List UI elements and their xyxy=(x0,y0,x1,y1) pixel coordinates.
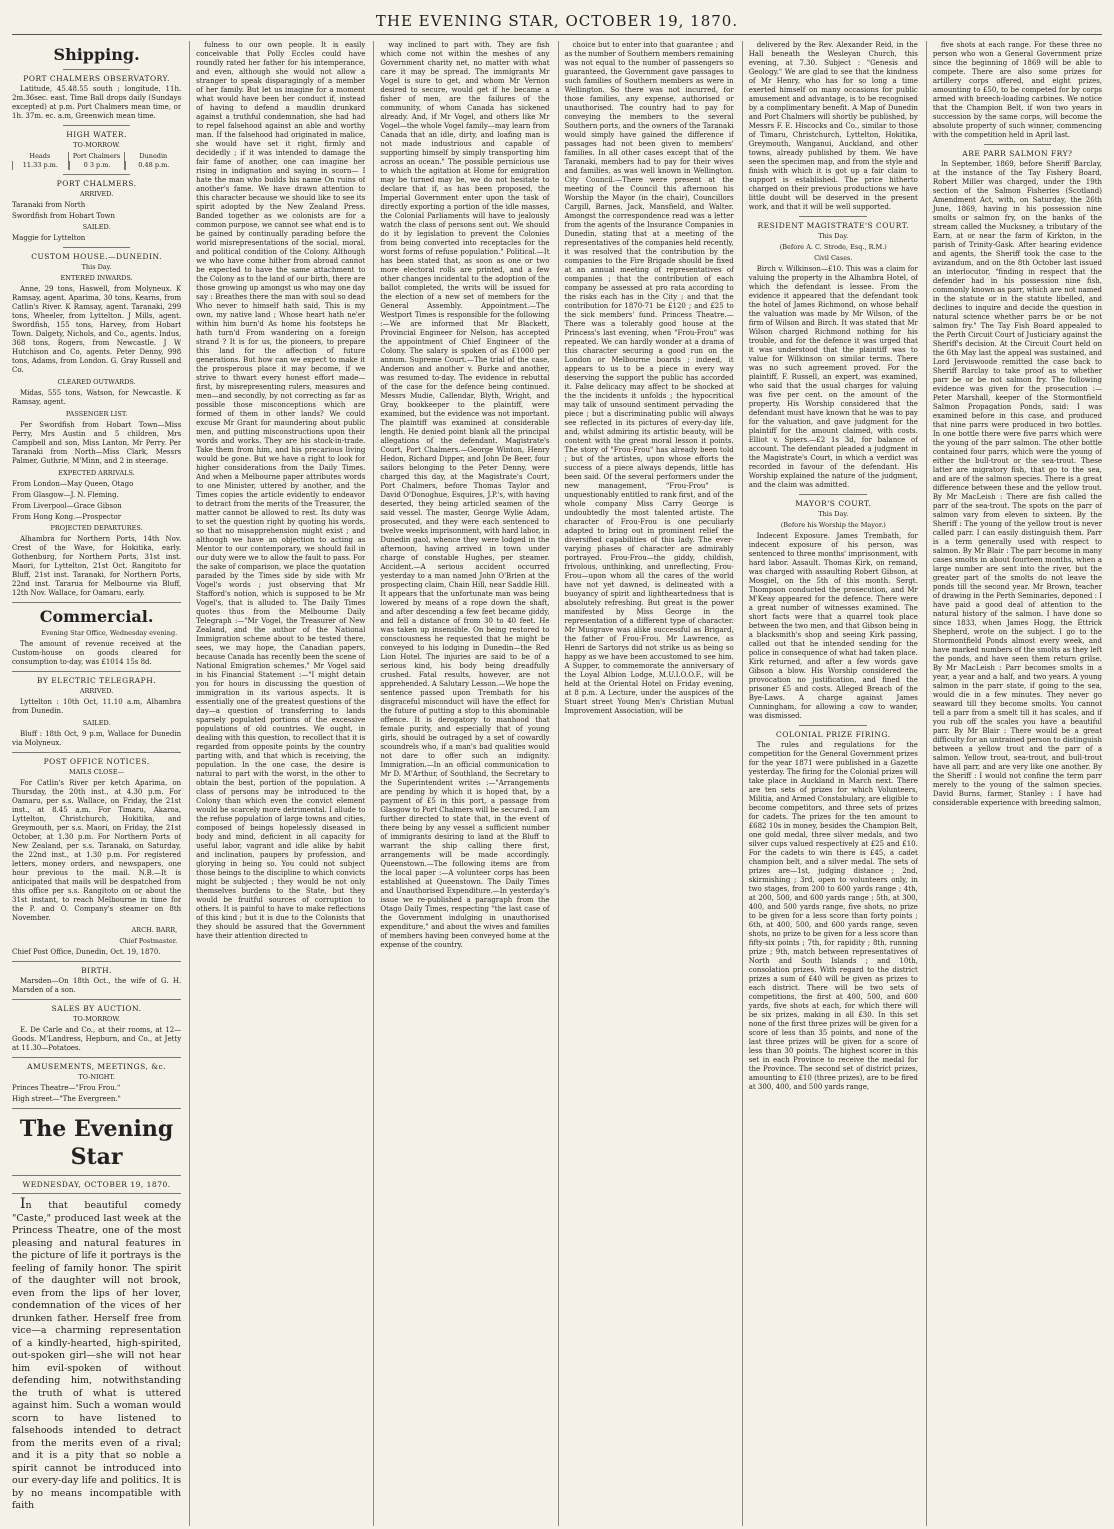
tide-dunedin: Dunedin 0.48 p.m. xyxy=(124,152,181,170)
tide-heads: Heads 11.33 p.m. xyxy=(12,152,68,170)
post-office-text: For Catlin's River per ketch Aparima, on Thursday, the 20th inst., at 4.30 p.m. For Oamaru, per s.s. Wallace, on Friday, the 21st inst., at 8.45 a.m. For Timaru, Akaroa, Lyttelton, Christchurch, Hokitika, and Greymouth, per s.s. Maori, on Friday, the 21st October, at 1.30 p.m. For Northern Ports of New Zealand, per s.s. Taranaki, on Saturday, the 22nd inst., at 1.30 p.m. For registered letters, money orders, and newspapers, one hour previous to the mail. N.B.—It is anticipated that mails will be despatched from this office per s.s. Rangitoto on or about the 31st instant, to reach Melbourne in time for the P. and O. Company's steamer on 8th November. xyxy=(12,779,182,922)
customs-day: This Day. xyxy=(81,263,112,271)
postmaster-role: Chief Postmaster. xyxy=(119,937,178,945)
column-4-text: choice but to enter into that guarantee ; and as the number of Southern members remaining was not equal to the number of passengers so guaranteed, the Government gave passages to such families of Southern members as were in Wellington. So there was not incurred, for those families, any expense, authorised or unauthorised. The country had to pay for conveying the members to the several Southern ports, and the owners of the Taranaki would simply have gained the difference if passages had not been given to members' families. In all other cases except that of the Taranaki, members had to pay for their wives and families, as was well known in Wellington. City Council.—There were present at the meeting of the Council this afternoon his Worship the Mayor (in the chair), Councillors Cargill, Barnes, Jack, Mansfield, and Walter. Amongst the correspondence read was a letter from the agents of the Insurance Companies in Dunedin, stating that at a meeting of the representatives of the companies held recently, it was resolved that the contribution by the companies to the Fire Brigade should be fixed at an annual meeting of representatives of companies ; that the contribution of each company be assessed at pro rata according to the risks each has in the City ; and that the contribution for 1870-71 be £120 ; and £25 to the sick members' fund. Princess Theatre.—There was a tolerably good house at the Princess's last evening, when "Frou-Frou" was repeated. We can hardly wonder at a drama of this character securing a good run on the London or Melbourne boards ; indeed, it appears to us to be a piece in every way deserving the support the public has accorded it. False delicacy may affect to be shocked at the the incidents it unfolds ; the hypocritical may talk of unsound sentiment pervading the piece ; but a discriminating public will always see reflected in its pictures of every-day life, and, whilst admiring its artistic beauty, will be content with the great moral lesson it points. The story of "Frou-Frou" has already been told ; but of the artistes, upon whose efforts the success of a piece always depends, little has been said. Of the several performers under the new management, "Frou-Frou" is unquestionably entitled to rank first, and of the whole company Miss Carry George is undoubtedly the most talented artiste. The character of Frou-Frou is one peculiarly adapted to bring out in prominent relief the diversified capabilities of this lady. The ever-varying phases of character are admirably portrayed. Frou-Frou—the giddy, childish, frivolous, unthinking, and unreflecting, Frou-Frou—upon whom all the cares of the world have not yet dawned, is delineated with a buoyancy of spirit and lightheartedness that is absolutely refreshing. But great is the power manifested by Miss George in the representation of a different type of character. Mr Musgrave was alike successful as Brigard, the father of Frou-Frou. Mr Lawrence, as Henri de Sartorys did not strike us as being so happy as we have been accustomed to see him. A Supper, to commemorate the anniversary of the Loyal Albion Lodge, M.U.I.O.O.F., will be held at the Oriental Hotel on Friday evening, at 8 p.m. A Lecture, under the auspices of the Stuart street Young Men's Christian Mutual Improvement Association, will be xyxy=(564,41,734,715)
column-6-text: five shots at each range. For these three no person who won a General Government prize since the beginning of 1869 will be able to compete. There are also some prizes for artillery corps offered, and eight prizes, amounting to £50, to be competed for by corps armed with breech-loading carbines. We notice that the Champion Belt, if won two years in succession by the same corps, will become the absolute property of such winner, commencing with the competition held in April last. xyxy=(932,41,1103,139)
cleared-text: Midas, 555 tons, Watson, for Newcastle. K Ramsay, agent. xyxy=(12,389,182,406)
arrived-item: Taranaki from North xyxy=(12,201,86,209)
masthead: THE EVENING STAR, OCTOBER 19, 1870. xyxy=(12,0,1102,35)
commercial-banner: Commercial. xyxy=(39,607,154,626)
auction-text: E. De Carle and Co., at their rooms, at 12—Goods. M'Landress, Hepburn, and Co., at Jetty at 11.30—Potatoes. xyxy=(12,1026,182,1052)
column-3 xyxy=(373,41,549,1526)
passenger-text: Per Swordfish from Hobart Town—Miss Perry, Mrs Austin and 5 children, Mrs Campbell and son, Miss Lanton, Mr Perry. Per Taranaki from North—Miss Clark, Messrs Palmer, Guthrie, M'Minn, and 2 in steerage. xyxy=(12,421,182,465)
column-6 xyxy=(926,41,1102,1526)
leader-text: In that beautiful comedy "Caste," produced last week at the Princess Theatre, one of the most pleasing and natural features in the picture of life it portrays is the feeling of family honor. The spirit of the daughter will not brook, even from the lips of her lover, condemnation of the vices of her drunken father. Herself free from vice—a charming representation of a kindly-hearted, high-spirited, out-spoken girl—she will not hear him evil-spoken of without defending him, notwithstanding the truth of what is uttered against him. Such a woman would scorn to have listened to falsehoods intended to detract from the merits even of a rival; and it is a pity that so noble a spirit cannot be introduced into our every-day life and politics. It is by no means incompatible with faith xyxy=(12,1196,182,1511)
columns xyxy=(12,41,1102,1526)
column-4 xyxy=(558,41,734,1526)
postmaster-name: ARCH. BARR, xyxy=(131,926,178,934)
arrived-label: ARRIVED. xyxy=(79,190,114,198)
salmon-text: In September, 1869, before Sheriff Barclay, at the instance of the Tay Fishery Board, Robert Miller was charged, under the 19th section of the Salmon Fisheries (Scotland) Amendment Act, with, on Saturday, the 26th June, 1869, having in his possession nine smolts or salmon fry, on the banks of the stream called the Mucksney, a tributary of the Earn, at or near the farm of Kirkton, in the parish of Trinity-Gask. After hearing evidence and agents, the Sheriff took the case to the avizandum, and on the 8th October last issued an interlocutor, "finding in respect that the defender had in his possession nine fish, commonly known as parr, which are not named in the statute or in the statute libelled, and declines to inquire and decide the question in natural science whether parrs be or be not salmon fry." The Tay Fish Board appealed to the Perth Circuit Court of Justiciary against the Sheriff's decision. At the Circuit Court held on the 6th May last the appeal was sustained, and Lord Jerviswoode remitted the case back to Sheriff Barclay to take proof as to whether parr be or be not salmon fry. The following evidence was given for the prosecution :— Peter Marshall, keeper of the Stormontfield Salmon Propagation Ponds, said: I was examined before in this case, and produced that nine parrs were produced in two bottles. In one bottle there were five parrs which were the young of the parr salmon. The other bottle contained four parrs, which were the young of either the bull-trout or the sea-trout. These latter are migratory fish, that go to the sea, and are of the salmon species. There is a great difference between these and the yellow trout. By Mr MacLeish : There are fish called the parr of the sea-trout. The spots on the parr of salmon vary from eleven to sixteen. By the Sheriff : The young of the yellow trout is never called parr. I can easily distinguish them. Parr is a term generally used with respect to salmon. By Mr Blair : The parr become in many cases smolts in about fourteen months, when a large number are sent into the river, but the greater part of the smolts do not leave the ponds till the second year. Mr Brown, teacher of drawing in the Perth Seminaries, deponed : I have paid a good deal of attention to the natural history of the salmon. I have done so since 1833, when James Hogg, the Ettrick Shepherd, wrote on the subject. I go to the Stormontfield Ponds almost every week, and have marked numbers of the smolts as they left the ponds, and have seen them return grilse. By Mr MacLeish : Parr becomes smolts in a year, a year and a half, and two years. A young salmon in the parr state, if going to the sea, would die in a few minutes. They never go seaward till they become smolts. You cannot tell a parr from a smelt till it has scales, and if you rub off the scales you have a beautiful parr. By Mr Blair : There would be a great difficulty for an untrained person to distinguish between a yellow trout and the parr of a salmon. Yellow trout, sea-trout, and bull-trout have all parr, and are very like one another. By the Sheriff : I would not confine the term parr merely to the young of the salmon species. David Burns, farmer, Stanley : I have had considerable experience with breeding salmon, xyxy=(932,160,1103,807)
amusement-item: Princes Theatre—"Frou Frou." xyxy=(12,1084,121,1092)
arrived-item: Swordfish from Hobart Town xyxy=(12,212,116,220)
rm-court-before: (Before A. C. Strode, Esq., R.M.) xyxy=(779,243,887,251)
projected-text: Alhambra for Northern Ports, 14th Nov. Crest of the Wave, for Hokitika, early. Gothenburg, for Northern Ports, 31st inst. Maori, for Lyttelton, 21st Oct. Rangitoto for Bluff, 21st inst. Taranaki, for Northern Ports, 22nd inst. Tararua for Melbourne via Bluff, 12th Nov. Wallace, for Oamaru, early. xyxy=(12,535,182,597)
expected-item: From Liverpool—Grace Gibson xyxy=(12,502,122,510)
telegraph-sailed-label: SAILED. xyxy=(82,719,111,727)
entered-label: ENTERED INWARDS. xyxy=(60,274,133,282)
prize-firing-text: The rules and regulations for the competition for the General Government prizes for the year 1871 were published in a Gazette yesterday. The firing for the Colonial prizes will take place in Auckland in March next. There are ten sets of prizes for which Volunteers, Militia, and Armed Constabulary, are eligible to become competitors, and three sets of prizes for cadets. The prizes for the ten amount to £682 10s in money, besides the Champion Belt, one gold medal, three silver medals, and two silver cups valued respectively at £25 and £10. For the cadets to win there is £45, a cadet champion belt, and a silver medal. The sets of prizes are—1st, judging distance ; 2nd, skirmishing ; 3rd, open to volunteers only, in two stages, from 200 to 600 yards range ; 4th, at 200, 500, and 600 yards range ; 5th, at 300, 400, and 500 yards range, five shots, no prize to be given for a less score than forty points ; 6th, at 400, 500, and 600 yards range, seven shots, no prize to be given for a less score than fifty-six points ; 7th, for rapidity ; 8th, running prize ; 9th, match between representatives of North and South Islands ; and 10th, consolation prizes. With regard to the district prizes a sum of £40 will be given as prizes to each district. There will be two sets of competitions, the first at 400, 500, and 600 yards, five shots at each, for which there will be six prizes, making in all £30. In this set none of the first three prizes will be given for a score of less than 35 points, and none of the last three prizes will be given for a score of less than 30 points. The highest scorer in this set in each Province to receive the medal for the Province. The second set of district prizes, amounting to £10 (three prizes), are to be fired at 300, 400, and 500 yards range, xyxy=(748,741,918,1091)
observatory-title: PORT CHALMERS OBSERVATORY. xyxy=(23,74,170,83)
observatory-text: Latitude, 45.48.55 south ; longitude, 11h. 2m.36sec. east. Time Ball drops daily (Sundays excepted) at p.m. Port Chalmers mean time, or 1h. 37m. ec. a.m, Greenwich mean time. xyxy=(12,85,182,120)
birth-text: Marsden—On 18th Oct., the wife of G. H. Marsden of a son. xyxy=(12,977,182,994)
cleared-label: CLEARED OUTWARDS. xyxy=(57,378,136,386)
column-1 xyxy=(12,41,181,1526)
rm-court-day: This Day. xyxy=(818,232,849,240)
amusements-title: AMUSEMENTS, MEETINGS, &c. xyxy=(27,1062,167,1071)
mails-label: MAILS CLOSE— xyxy=(69,768,125,776)
paper-title: The Evening Star xyxy=(19,1116,174,1170)
high-water-title: HIGH WATER. xyxy=(66,130,127,139)
tide-table xyxy=(12,152,181,170)
expected-item: From London—May Queen, Otago xyxy=(12,480,134,488)
post-office-title: POST OFFICE NOTICES. xyxy=(43,757,150,766)
prize-firing-title: COLONIAL PRIZE FIRING. xyxy=(776,730,891,739)
auction-sub: TO-MORROW. xyxy=(73,1015,120,1023)
column-2 xyxy=(189,41,365,1526)
telegraph-sailed-text: Bluff : 18th Oct, 9 p.m, Wallace for Dunedin via Molyneux. xyxy=(12,730,182,747)
telegraph-text: Lyttelton : 10th Oct, 11.10 a.m, Alhambra from Dunedin. xyxy=(12,698,182,715)
amusements-sub: TO-NIGHT. xyxy=(78,1073,115,1081)
birth-title: BIRTH. xyxy=(81,966,113,975)
shipping-banner: Shipping. xyxy=(53,45,140,64)
auction-title: SALES BY AUCTION. xyxy=(51,1004,142,1013)
column-2-text: fulness to our own people. It is easily conceivable that Polly Eccles could have roundly rated her father for his intemperance, and even, although she would not allow a stranger to speak disparagingly of a member of her family. But let us imagine for a moment what would have been her conduct if, instead of having to defend a maudlin drunkard against a truthful condemnation, she had had to repel falsehood against an able and worthy man. If the falsehood had originated in malice, she would have set it right, firmly and decidedly ; if it was intended to damage the fair fame of another, one can imagine her rising in indignation and saying in scorn— I hate the man who builds his name On ruins of another's fame. We have drawn attention to this character because we should like to see its spirit adopted by the New Zealand Press. Banded together as we colonists are for a common purpose, we cannot see what end is to be gained by continually parading before the world misrepresentations of the social, moral, and political condition of the Colony. Although we who have come hither from abroad cannot be expected to have the same attachment to the Colony as to the land of our birth, there are those growing up amongst us who may one day say : Breathes there the man with soul so dead Who never to himself hath said, This is my own, my native land ; Whose heart hath ne'er within him burn'd As home his footsteps he hath turn'd From wandering on a foreign strand ? It is for us, the pioneers, to prepare this land for the affection of future generations. But how can we expect to make it the prosperous place it may become, if we strive to thwart every honest effort made—first, by misrepresenting rulers, measures and men—and secondly, by not correcting as far as possible those misconceptions which are formed of them in other lands? We could excuse Mr Grant for maundering about public men, and putting misconstructions upon their words and works. They are his stock-in-trade. Take them from him, and his precarious living would be gone. But we have a right to look for higher considerations from the Daily Times. And when a Melbourne paper attributes words to one Minister, uttered by another, and the Times copies the article evidently to endeavor to detract from the merits of the Treasurer, the matter cannot be allowed to rest. Its duty was to set the question right by quoting his words, so that no misapprehension might exist ; and although we have an objection to acting as Mentor to our contemporary, we should fail in our duty were we to allow the fault to pass. For the sake of comparison, we place the quotation paraded by the Times side by side with Mr Vogel's words ; just observing that Mr Stafford's notion, which is supposed to be Mr Vogel's, that is alluded to. The Daily Times quotes thus from the Melbourne Daily Telegraph :—"Mr Vogel, the Treasurer of New Zealand, and the author of the National Immigration scheme about to be tested there, sees, we may hope, the Canadian papers, because Canada has recently been the scene of National Emigration schemes." Mr Vogel said in his Financial Statement :—"I might detain you for hours in discussing the question of immigration in its various aspects. It is essentially one of the greatest questions of the day—a question of transferring to lands sparsely populated portions of the excessive populations of old countries. We ought, in dealing with this question, to recollect that it is regarded from opposite points by the country parting with, and that which is receiving, the population. In the one case, the desire is natural to part with the worst, in the other to obtain the best, portion of the population. A class of persons may be introduced to the Colony than which even the convict element would be scarcely more detrimental. I allude to the refuse population of large towns and cities, composed of beings hopelessly diseased in body and mind, deficient in all capacity for useful labor, vagrant and idle alike by habit and inclination, paupers by profession, and glorying in being so. You could not subject those beings to the discipline to which convicts might be subjected ; they would be not only themselves burdens to the State, but they would be fruitful sources of corruption to others. It is painful to have to make reflections of this kind ; but it is due to the Colonists that they should be assured that the Government have their attention directed to xyxy=(196,41,366,940)
column-3-text: way inclined to part with. They are fish which come not within the meshes of any Government charity net, no matter with what care it may be spread. The immigrants Mr Vogel is sure to get, and whom Mr Vernon desired to secure, would get if he became a fisher of men, are the failures of the community, of whom Canada has sickened already. And, if Mr Vogel, and others like Mr Vogel—the whole Vogel family—may learn from Canada that an idle, dirty, and loafing man is not made industrious and capable of supporting himself by simply transporting him across an ocean." The possible pernicious use to which the agitation at Home for emigration may be turned may be, we do not hesitate to declare that if, as has been proposed, the Imperial Government enter upon the task of directly exporting a portion of the idle masses, the Colonial Parliaments will have to jealously watch the class of persons sent out. We should do it by legislation to prevent the Colonies from being converted into receptacles for the worst forms of refuse population." Political.—It has been stated that, as soon as one or two more electoral rolls are printed, and a few other changes incidental to the adoption of the ballot completed, the writs will be issued for the election of a new set of members for the General Assembly. Appointment.—The Westport Times is responsible for the following :—We are informed that Mr Blackett, Provincial Engineer for Nelson, has accepted the appointment of Chief Engineer of the Colony. The salary is spoken of as £1000 per annum. Supreme Court.—The trial of the case, Anderson and another v. Burke and another, was resumed to-day. The evidence in rebuttal of the case for the defence being continued. Messrs Mudie, Callendar, Blyth, Wright, and Gray, bookkeeper to the plaintiff, were examined, but the evidence was not important. The plaintiff was examined at considerable length. He denied point blank all the principal allegations of the defendant. Magistrate's Court, Port Chalmers.—George Winton, Henry Hedon, Richard Dipper, and John De Beer, four sailors belonging to the Peter Denny, were charged this day, at the Magistrate's Court, Port Chalmers, before Thomas Taylor and David O'Donoghue, Esquires, J.P.'s, with having deserted, they being articled seamen of the said vessel. The master, George Wylie Adam, prosecuted, and they were each sentenced to twelve weeks imprisonment, with hard labor, in Dunedin gaol, whence they were lodged in the afternoon, having arrived in town under charge of constable Hughes, per steamer. Accident.—A serious accident occurred yesterday to a man named John O'Brien at the prospecting claim, Chain Hill, near Saddle Hill. It appears that the unfortunate man was being lowered by means of a rope down the shaft, and after descending a few feet became giddy, and fell a distance of from 30 to 40 feet. He was taken up insensible. On being restored to consciousness he requested that he might be conveyed to his lodging in Dunedin—the Red Lion Hotel. The injuries are said to be of a serious kind, his body being dreadfully crushed. Fatal results, however, are not apprehended. A Salutary Lesson.—We hope the sentence passed upon Trembath for his disgraceful misconduct will have the effect for the future of putting a stop to this abominable offence. It is derogatory to manhood that female purity, and especially that of young girls, should be outraged by a set of cowardly scoundrels who, if a man's bad qualities would not dare to offer such an indignity. Immigration.—In an official communication to Mr D. M'Arthur, of Southland, the Secretary to the Superintendent writes :—"Arrangements are pending by which it is hoped that, by a payment of £5 in this port, a passage from Glasgow to Port Chalmers will be secured. I am further directed to state that, in the event of there being by any vessel a sufficient number of immigrants desiring to land at the Bluff to warrant the ship calling there first, arrangements will be made accordingly. Queenstown.—The following items are from the local paper :—A volunteer corps has been established at Queenstown. The Daily Times and Unauthorised Expenditure.—In yesterday's issue we re-published a paragraph from the Otago Daily Times, respecting "the last case of the Government indulging in unauthorised expenditure," and about the wives and families of members having been conveyed home at the expense of the country. xyxy=(380,41,550,949)
commercial-office: Evening Star Office, Wednesday evening. xyxy=(41,629,178,637)
post-office-place: Chief Post Office, Dunedin, Oct. 19, 1870. xyxy=(12,948,161,956)
entered-text: Anne, 29 tons, Haswell, from Molyneux. K Ramsay, agent. Aparima, 30 tons, Kearns, from Catlin's River. K Ramsay, agent. Taranaki, 299 tons, Wheeler, from Lyttelton. J Mills, agent. Swordfish, 155 tons, Harvey, from Hobart Town. Dalgety, Nichols, and Co., agents. Indus, 368 tons, Rogers, from Newcastle. J W Hutchison and Co, agents. Peter Denny, 998 tons, Adams, from London. G. Gray Russell and Co. xyxy=(12,285,182,374)
column-5-text: delivered by the Rev. Alexander Reid, in the Hall beneath the Wesleyan Church, this evening, at 7.30. Subject : "Genesis and Geology." We are glad to see that the kindness of Mr Henry, who has for so long a time exerted himself on many occasions for public amusement and advantage, is to be recognised by a complimentary benefit. A Map of Dunedin and Port Chalmers will shortly be published, by Messrs F. E. Hiscocks and Co., similar to those of Timaru, Christchurch, Lyttelton, Hokitika, Greymouth, Wanganui, Auckland, and other towns, already published by them. We have seen the specimen map, and from the style and finish with which it is got up a fair claim to support is established. The price hitherto charged on their previous productions we have little doubt will be deserved in the present work, and that it will be well supported. xyxy=(748,41,918,211)
mayor-court-before: (Before his Worship the Mayor.) xyxy=(780,521,886,529)
commercial-text: The amount of revenue received at the Custom-house on goods cleared for consumption to-day, was £1014 15s 8d. xyxy=(12,640,182,666)
salmon-title: ARE PARR SALMON FRY? xyxy=(962,149,1073,158)
tide-port-chalmers: Port Chalmers 0 3 p.m. xyxy=(68,152,125,170)
mayor-court-text: Indecent Exposure. James Trembath, for indecent exposure of his person, was sentenced to three months' imprisonment, with hard labor. Assault. Thomas Kirk, on remand, was charged with assaulting Robert Gibson, at Mosgiel, on the 5th of this month. Sergt. Thompson conducted the prosecution, and Mr M'Keay appeared for the defence. There were a great number of witnesses examined. The short facts were that a quarrel took place between the two men, and that Gibson being in a blacksmith's shop and seeing Kirk passing, called out that he intended sending for the police in consequence of what had taken place. Kirk returned, and after a few words gave Gibson a blow. His Worship considered the provocation no justification, and fined the prisoner £5 and costs. Alleged Breach of the Bye-Laws. A charge against James Cunningham, for allowing a cow to wander, was dismissed. xyxy=(748,532,918,720)
civil-cases-label: Civil Cases. xyxy=(814,254,853,262)
leader xyxy=(12,1198,181,1513)
mayor-court-day: This Day. xyxy=(818,510,849,518)
telegraph-title: BY ELECTRIC TELEGRAPH. xyxy=(37,676,157,685)
civil-cases-text: Birch v. Wilkinson—£10. This was a claim for valuing the property in the Alhambra Hotel, of which the defendant is lessee. From the evidence it appeared that the defendant took the hotel of James Richmond, on whose behalf the valuation was made by Mr Wilson, of the firm of Wilson and Birch. It was stated that Mr Wilson charged Richmond nothing for his trouble, and for the defence it was urged that it was understood that the plaintiff was to value for Wilkinson on similar terms. There was no such agreement proved. For the plaintiff, F. Russell, an expert, was examined, who said that the usual charges for valuing was five per cent. on the amount of the property. His Worship considered that the defendant must have known that he was to pay for the valuation, and gave judgment for the plaintiff for the amount claimed, with costs. Elliot v. Spiers.—£2 1s 3d, for balance of account. The defendant pleaded a judgment in the Magistrate's Court, in which a verdict was recorded in favour of the defendant. His Worship explained the nature of the judgment, and the claim was admitted. xyxy=(748,265,918,489)
sailed-label: SAILED. xyxy=(82,223,111,231)
high-water-sub: TO-MORROW. xyxy=(73,141,120,149)
mayor-court-title: MAYOR'S COURT. xyxy=(795,499,872,508)
passenger-label: PASSENGER LIST. xyxy=(65,410,128,418)
sailed-item: Maggie for Lyttelton xyxy=(12,234,86,242)
projected-label: PROJECTED DEPARTURES. xyxy=(50,524,143,532)
expected-item: From Glasgow—J. N. Fleming. xyxy=(12,491,119,499)
expected-label: EXPECTED ARRIVALS. xyxy=(58,469,135,477)
customs-title: CUSTOM HOUSE.—DUNEDIN. xyxy=(31,252,162,261)
amusement-item: High street—"The Evergreen." xyxy=(12,1095,121,1103)
rm-court-title: RESIDENT MAGISTRATE'S COURT. xyxy=(757,221,910,230)
port-chalmers-title: PORT CHALMERS. xyxy=(56,179,137,188)
paper-date: WEDNESDAY, OCTOBER 19, 1870. xyxy=(22,1180,171,1189)
expected-item: From Hong Kong.—Prospector xyxy=(12,513,122,521)
telegraph-arrived-label: ARRIVED. xyxy=(79,687,114,695)
column-5 xyxy=(742,41,918,1526)
